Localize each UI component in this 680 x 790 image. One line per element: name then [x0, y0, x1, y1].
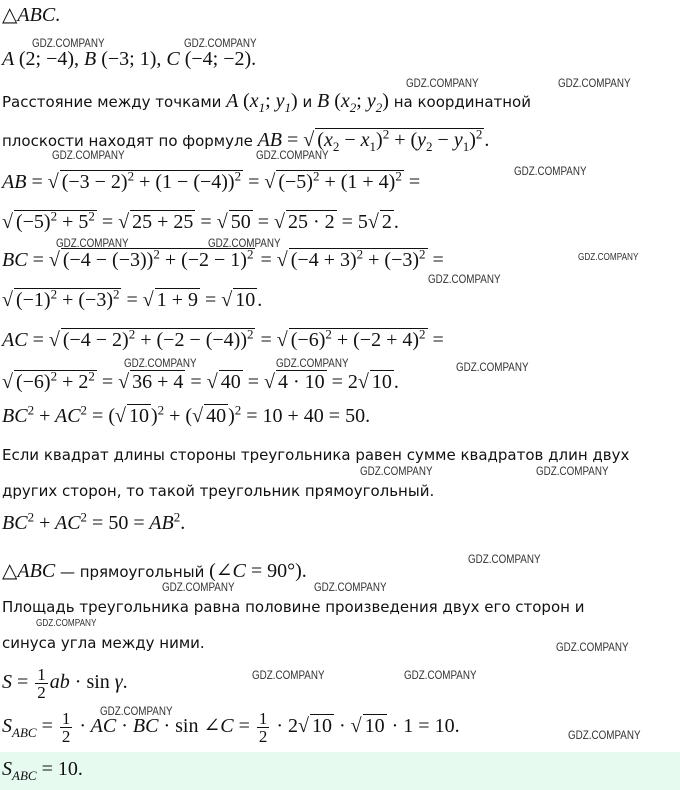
watermark: GDZ.COMPANY	[428, 272, 501, 286]
rule-text-line-1: Если квадрат длины стороны треугольника равен сумме квадратов длин двух	[2, 446, 630, 464]
points-line: A (2; −4), B (−3; 1), C (−4; −2).	[2, 48, 257, 70]
area-rule-line-1: Площадь треугольника равна половине произведения двух его сторон и	[2, 598, 585, 616]
ab-line-2: √ $(-5)^2 + 5^2$ = √ 25 + 25 = √ 50 = √ 25 · 2 = 5√ 2 .	[2, 208, 399, 233]
watermark: GDZ.COMPANY	[256, 148, 329, 162]
watermark: GDZ.COMPANY	[276, 356, 349, 370]
ac-line-1: AC = √ $(-4 - 2)^2 + (-2 - (-4))^2$ = √ $(-6)^2 + (-2 + 4)^2$ =	[2, 326, 444, 351]
watermark: GDZ.COMPANY	[360, 464, 433, 478]
watermark: GDZ.COMPANY	[578, 252, 639, 263]
watermark: GDZ.COMPANY	[162, 580, 235, 594]
area-rule-line-2: синуса угла между ними.	[2, 634, 205, 652]
distance-text-line-1: Расстояние между точками A ($x_1$; $y_1$) и B ($x_2$; $y_2$) на координатной	[2, 90, 531, 115]
watermark: GDZ.COMPANY	[536, 464, 609, 478]
watermark: GDZ.COMPANY	[314, 580, 387, 594]
sum-line: $BC^2 + AC^2$ = (√ 10 )$^2$ + (√ 40 )$^2$ = 10 + 40 = 50.	[2, 402, 371, 427]
bc-line-2: √ $(-1)^2 + (-3)^2$ = √ 1 + 9 = √ 10 .	[2, 286, 263, 311]
watermark: GDZ.COMPANY	[184, 36, 257, 50]
area-formula-line: S = $\frac{1}{2}$ ab · sin γ.	[2, 665, 128, 702]
watermark: GDZ.COMPANY	[556, 640, 629, 654]
watermark: GDZ.COMPANY	[100, 704, 173, 718]
watermark: GDZ.COMPANY	[32, 36, 105, 50]
watermark: GDZ.COMPANY	[252, 668, 325, 682]
watermark: GDZ.COMPANY	[514, 164, 587, 178]
distance-text-line-2: плоскости находят по формуле AB = √ $(x_2 - x_1)^2 + (y_2 - y_1)^2$ .	[2, 126, 490, 154]
watermark: GDZ.COMPANY	[36, 618, 97, 629]
watermark: GDZ.COMPANY	[456, 360, 529, 374]
watermark: GDZ.COMPANY	[404, 668, 477, 682]
watermark: GDZ.COMPANY	[208, 236, 281, 250]
right-triangle-line: △ABC — прямоугольный (∠C = 90°).	[2, 560, 307, 582]
watermark: GDZ.COMPANY	[558, 76, 631, 90]
answer-line: $S_{ABC} = 10$.	[2, 758, 83, 783]
watermark: GDZ.COMPANY	[468, 552, 541, 566]
watermark: GDZ.COMPANY	[568, 728, 641, 742]
watermark: GDZ.COMPANY	[124, 356, 197, 370]
ac-line-2: √ $(-6)^2 + 2^2$ = √ 36 + 4 = √ 40 = √ 4 · 10 = 2√ 10 .	[2, 368, 399, 393]
watermark: GDZ.COMPANY	[56, 236, 129, 250]
answer-highlight	[0, 752, 680, 790]
area-calc-line: $S_{ABC}$ = $\frac{1}{2}$ · AC · BC · sin ∠C = $\frac{1}{2}$ · 2√ 10 · √ 10 · 1 = 10.	[2, 709, 460, 746]
rule-text-line-2: других сторон, то такой треугольник прямоугольный.	[2, 482, 435, 500]
bc-line-1: BC = √ $(-4 - (-3))^2 + (-2 - 1)^2$ = √ $(-4 + 3)^2 + (-3)^2$ =	[2, 246, 444, 271]
pythagoras-line: $BC^2 + AC^2 = 50 = AB^2$.	[2, 509, 186, 534]
ab-line-1: AB = √ $(-3 - 2)^2 + (1 - (-4))^2$ = √ $(-5)^2 + (1 + 4)^2$ =	[2, 168, 421, 193]
watermark: GDZ.COMPANY	[406, 76, 479, 90]
given-line: △ABC.	[2, 4, 61, 26]
watermark: GDZ.COMPANY	[52, 148, 125, 162]
